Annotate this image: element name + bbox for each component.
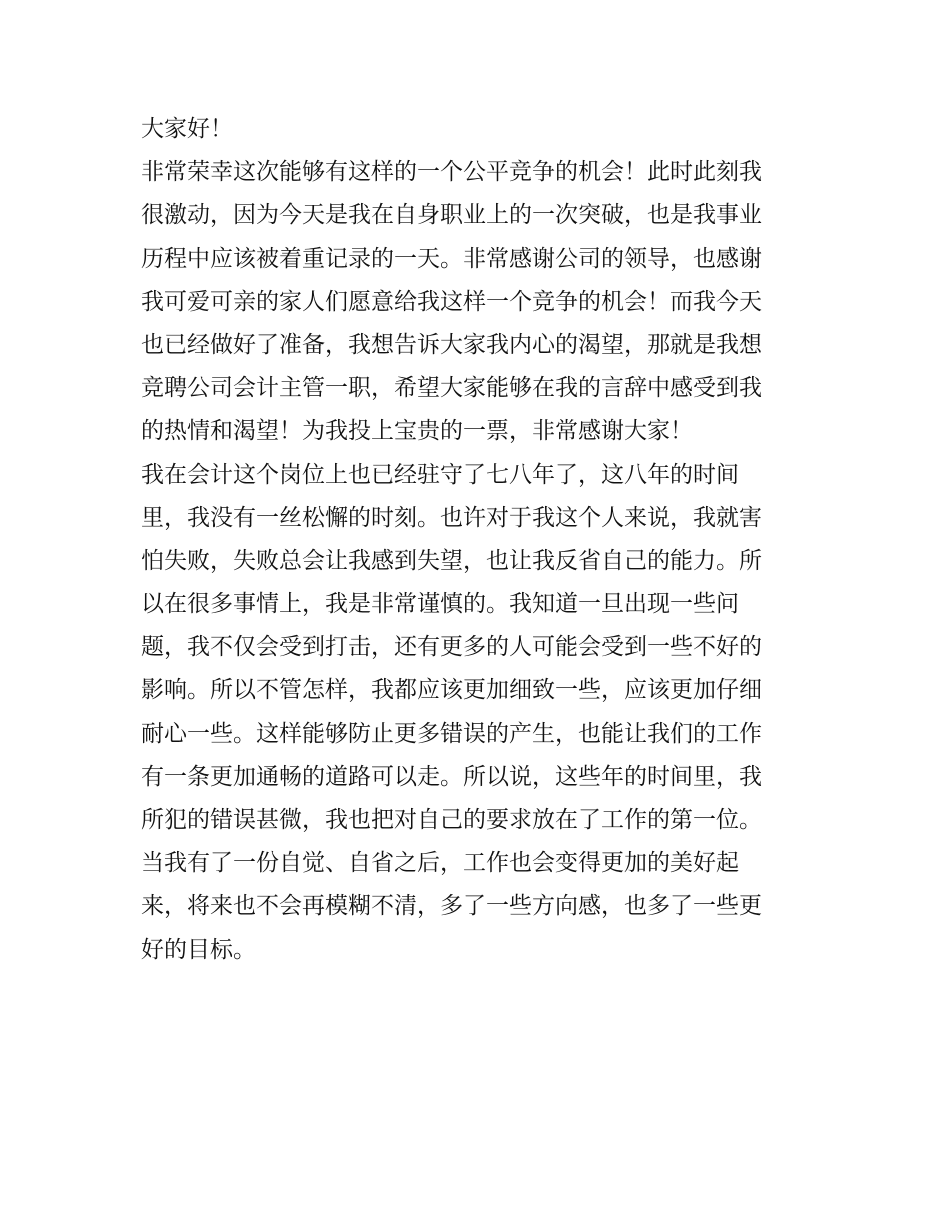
text-line: 有一条更加通畅的道路可以走。所以说，这些年的时间里，我 (141, 763, 762, 790)
text-line: 我可爱可亲的家人们愿意给我这样一个竞争的机会！而我今天 (141, 288, 762, 315)
text-line: 以在很多事情上，我是非常谨慎的。我知道一旦出现一些问 (141, 591, 739, 618)
text-line: 好的目标。 (141, 936, 256, 963)
text-line: 里，我没有一丝松懈的时刻。也许对于我这个人来说，我就害 (141, 504, 762, 531)
text-line: 很激动，因为今天是我在自身职业上的一次突破，也是我事业 (141, 202, 762, 229)
text-line: 历程中应该被着重记录的一天。非常感谢公司的领导，也感谢 (141, 245, 762, 272)
text-line: 非常荣幸这次能够有这样的一个公平竞争的机会！此时此刻我 (141, 159, 762, 186)
text-line: 竞聘公司会计主管一职，希望大家能够在我的言辞中感受到我 (141, 375, 762, 402)
text-line: 我在会计这个岗位上也已经驻守了七八年了，这八年的时间 (141, 461, 739, 488)
text-line: 所犯的错误甚微，我也把对自己的要求放在了工作的第一位。 (141, 807, 762, 833)
text-line: 耐心一些。这样能够防止更多错误的产生，也能让我们的工作 (141, 720, 762, 747)
text-line: 影响。所以不管怎样，我都应该更加细致一些，应该更加仔细 (141, 677, 762, 704)
text-line: 的热情和渴望！为我投上宝贵的一票，非常感谢大家！ (141, 418, 693, 445)
greeting-line: 大家好！ (141, 116, 233, 142)
text-line: 来，将来也不会再模糊不清，多了一些方向感，也多了一些更 (141, 893, 762, 920)
document-body (141, 108, 813, 972)
text-line: 题，我不仅会受到打击，还有更多的人可能会受到一些不好的 (141, 634, 762, 661)
text-line: 当我有了一份自觉、自省之后，工作也会变得更加的美好起 (141, 850, 739, 877)
text-line: 也已经做好了准备，我想告诉大家我内心的渴望，那就是我想 (141, 331, 762, 358)
text-line: 怕失败，失败总会让我感到失望，也让我反省自己的能力。所 (141, 547, 762, 574)
